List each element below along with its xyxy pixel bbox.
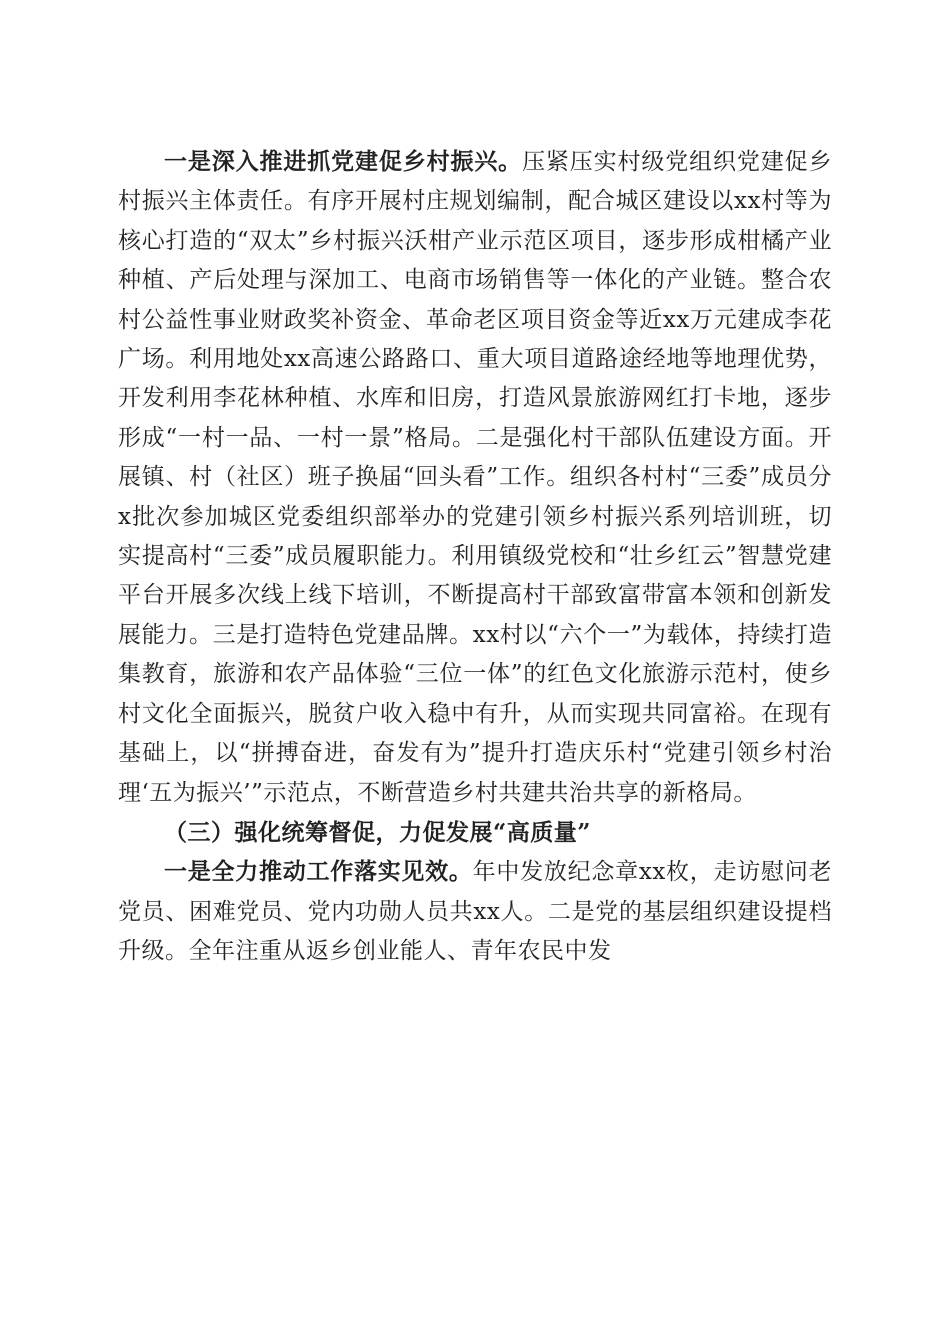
paragraph-body: 年中发放纪念章xx枚，走访慰问老党员、困难党员、党内功勋人员共xx人。二是党的基层组织建设提档升级。全年注重从返乡创业能人、青年农民中发 xyxy=(118,859,832,965)
paragraph-lead: 一是全力推动工作落实见效。 xyxy=(164,858,473,886)
section-heading: （三）强化统筹督促，力促发展“高质量” xyxy=(164,818,591,846)
paragraph-body: 压紧压实村级党组织党建促乡村振兴主体责任。有序开展村庄规划编制，配合城区建设以xx村等为核心打造的“双太”乡村振兴沃柑产业示范区项目，逐步形成柑橘产业种植、产后处理与深加工、电商市场销售等一体化的产业链。整合农村公益性事业财政奖补资金、革命老区项目资金等近xx万元建成李花广场。利用地处xx高速公路路口、重大项目道路途经地等地理优势，开发利用李花林种植、水库和旧房，打造风景旅游网红打卡地，逐步形成“一村一品、一村一景”格局。二是强化村干部队伍建设方面。开展镇、村（社区）班子换届“回头看”工作。组织各村村“三委”成员分x批次参加城区党委组织部举办的党建引领乡村振兴系列培训班，切实提高村“三委”成员履职能力。利用镇级党校和“壮乡红云”智慧党建平台开展多次线上线下培训，不断提高村干部致富带富本领和创新发展能力。三是打造特色党建品牌。xx村以“六个一”为载体，持续打造集教育，旅游和农产品体验“三位一体”的红色文化旅游示范村，使乡村文化全面振兴，脱贫户收入稳中有升，从而实现共同富裕。在现有基础上，以“拼搏奋进，奋发有为”提升打造庆乐村“党建引领乡村治理‘五为振兴’”示范点，不断营造乡村共建共治共享的新格局。 xyxy=(118,149,833,806)
paragraph-lead: 一是深入推进抓党建促乡村振兴。 xyxy=(164,148,523,175)
paragraph-rural-revitalization xyxy=(118,142,832,813)
paragraph-work-implementation xyxy=(118,852,832,971)
document-page xyxy=(118,142,832,972)
